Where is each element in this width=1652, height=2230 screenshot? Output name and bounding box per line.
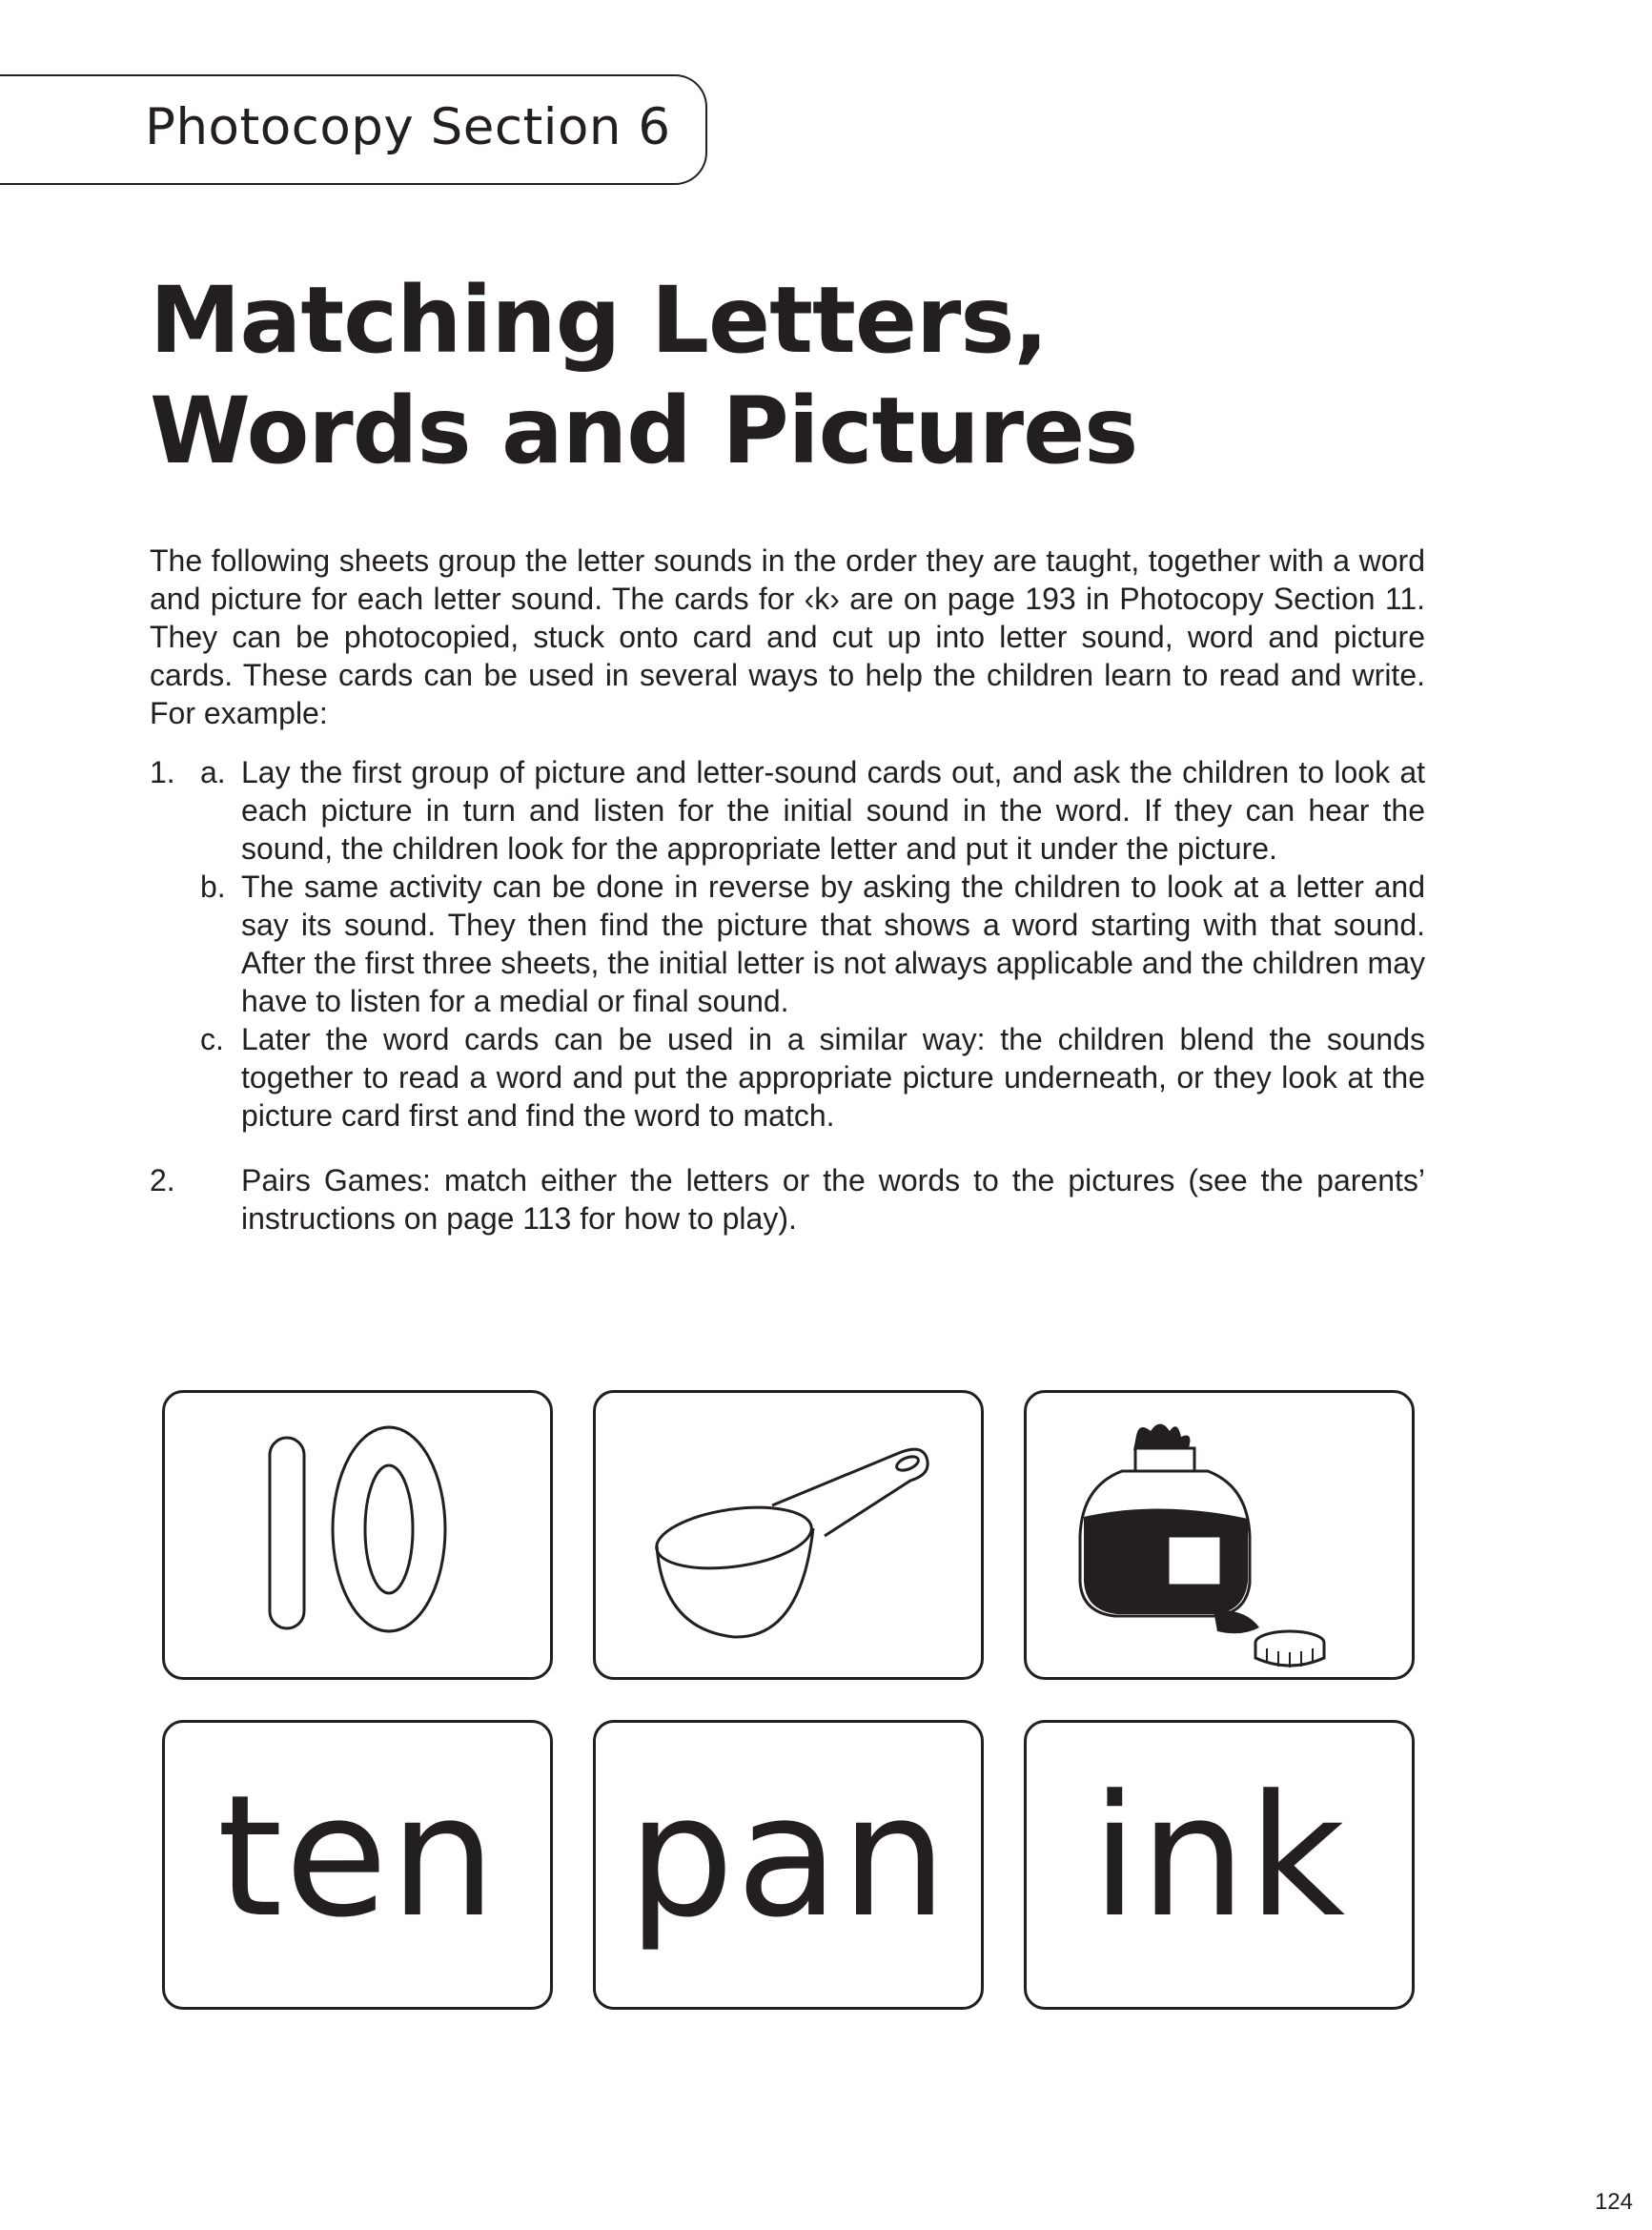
list-subitem-a	[150, 753, 1425, 868]
word-card-ten	[162, 1720, 553, 2010]
section-tab	[0, 74, 707, 185]
subitem-text: The same activity can be done in reverse by asking the children to look at a letter and say its sound. They then find the picture that shows a word starting with that sound. After the first three sheets, the initial letter is not always applicable and the children may have to listen for a medial or final sound.	[241, 869, 1425, 1018]
page-title-line-1: Matching Letters,	[150, 267, 1048, 374]
instructions-list	[150, 753, 1425, 1238]
list-item-2-text	[150, 1161, 1425, 1238]
page-title	[150, 265, 1137, 486]
word-label: ten	[216, 1758, 499, 1954]
page-number: 124	[1594, 2189, 1633, 2215]
word-label: pan	[627, 1758, 949, 1954]
subitem-label: a.	[200, 755, 226, 789]
word-card-ink	[1024, 1720, 1415, 2010]
list-item-text: Pairs Games: match either the letters or the words to the pictures (see the parents’ instructions on page 113 for how to play).	[241, 1163, 1425, 1236]
word-card-pan	[593, 1720, 984, 2010]
list-item-number: 1.	[150, 755, 175, 789]
section-label: Photocopy Section 6	[145, 98, 671, 156]
page-title-line-2: Words and Pictures	[150, 378, 1138, 484]
subitem-label: b.	[200, 869, 226, 904]
list-subitem-b	[150, 868, 1425, 1020]
subitem-text: Lay the first group of picture and letter-sound cards out, and ask the children to look at each picture in turn and listen for the initial sound in the word. If they can hear the sound, the children look for the appropriate letter and put it under the picture.	[241, 755, 1425, 866]
number-ten-icon	[165, 1393, 553, 1680]
picture-card-pan	[593, 1390, 984, 1680]
picture-card-ten	[162, 1390, 553, 1680]
saucepan-icon	[596, 1393, 984, 1680]
list-item-1	[150, 753, 1425, 1135]
subitem-text: Later the word cards can be used in a similar way: the children blend the sounds together to read a word and put the appropriate picture underneath, or they look at the picture card first and find the word to match.	[241, 1022, 1425, 1133]
subitem-label: c.	[200, 1022, 224, 1056]
list-subitem-c	[150, 1020, 1425, 1135]
list-item-2	[150, 1161, 1425, 1238]
list-item-number: 2.	[150, 1163, 175, 1197]
instructions-body	[150, 542, 1425, 1238]
picture-card-ink	[1024, 1390, 1415, 1680]
ink-bottle-icon	[1027, 1393, 1415, 1680]
word-label: ink	[1091, 1758, 1348, 1954]
intro-paragraph: The following sheets group the letter sounds in the order they are taught, together with a word and picture for each letter sound. The cards for ‹k› are on page 193 in Photocopy Section 11. They can be photocopied, stuck onto card and cut up into letter sound, word and picture cards. These cards can be used in several ways to help the children learn to read and write. For example:	[150, 543, 1425, 730]
